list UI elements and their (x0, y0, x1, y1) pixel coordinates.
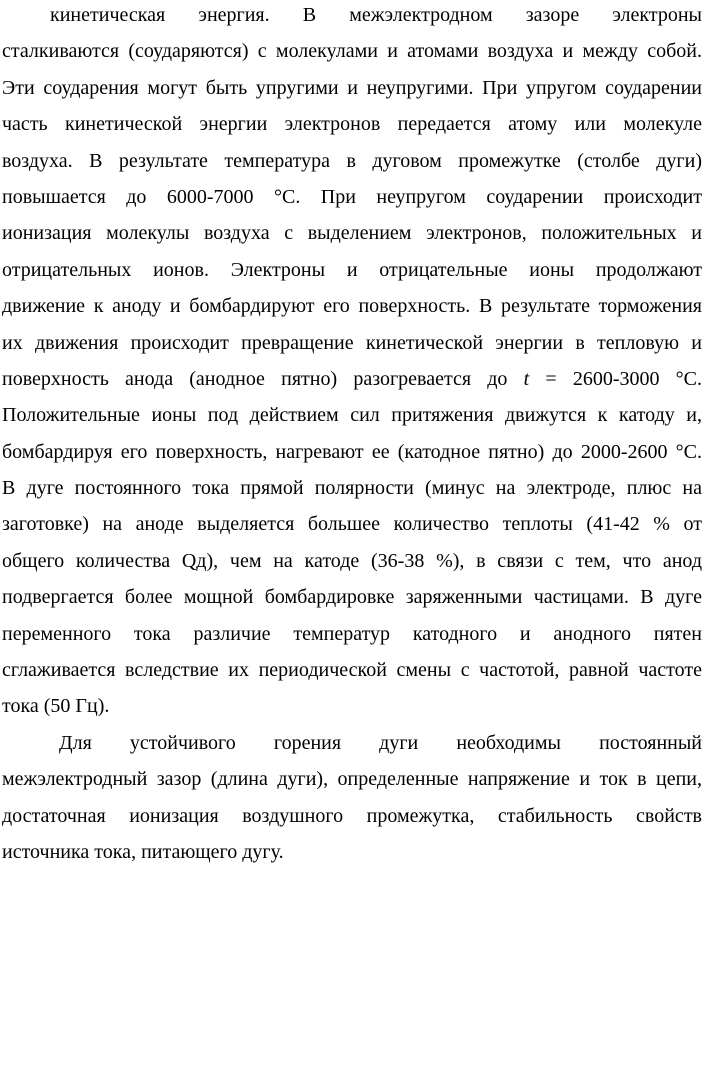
text-line: их движения происходит превращение кинетической энергии в тепловую и (2, 331, 702, 354)
text-segment: поверхность анода (анодное пятно) разогревается до (2, 367, 508, 390)
text-line: повышается до 6000-7000 °С. При неупругом соударении происходит (2, 185, 702, 208)
text-line: достаточная ионизация воздушного промежутка, стабильность свойств (2, 804, 702, 827)
formula-equals: = (545, 367, 557, 390)
text-body (2, 0, 702, 870)
text-line: сталкиваются (соударяются) с молекулами и атомами воздуха и между собой. (2, 40, 702, 63)
text-line: Эти соударения могут быть упругими и неупругими. При упругом соударении (2, 76, 702, 99)
text-line: воздуха. В результате температура в дуговом промежутке (столбе дуги) (2, 149, 702, 172)
text-line: Для устойчивого горения дуги необходимы постоянный (59, 731, 702, 754)
text-line: ионизация молекулы воздуха с выделением электронов, положительных и (2, 222, 702, 245)
text-line: источника тока, питающего дугу. (2, 840, 284, 863)
text-line: межэлектродный зазор (длина дуги), определенные напряжение и ток в цепи, (2, 768, 702, 791)
text-line: Положительные ионы под действием сил притяжения движутся к катоду и, (2, 404, 702, 427)
text-line-with-formula (2, 361, 702, 397)
text-line: общего количества Qд), чем на катоде (36-38 %), в связи с тем, что анод (2, 549, 702, 572)
text-line: сглаживается вследствие их периодической смены с частотой, равной частоте (2, 659, 702, 682)
text-line: бомбардируя его поверхность, нагревают ее (катодное пятно) до 2000-2600 °С. (2, 440, 702, 463)
formula-value: 2600-3000 °С. (572, 367, 703, 390)
formula-variable: t (523, 367, 530, 390)
text-line: заготовке) на аноде выделяется большее количество теплоты (41-42 % от (2, 513, 702, 536)
text-line: В дуге постоянного тока прямой полярности (минус на электроде, плюс на (2, 477, 702, 500)
text-line: подвергается более мощной бомбардировке заряженными частицами. В дуге (2, 586, 702, 609)
text-line: тока (50 Гц). (2, 695, 110, 718)
text-line: движение к аноду и бомбардируют его поверхность. В результате торможения (2, 295, 702, 318)
text-line: отрицательных ионов. Электроны и отрицательные ионы продолжают (2, 258, 702, 281)
text-line: кинетическая энергия. В межэлектродном зазоре электроны (50, 4, 702, 26)
text-line: часть кинетической энергии электронов передается атому или молекуле (2, 113, 702, 136)
text-line: переменного тока различие температур катодного и анодного пятен (2, 622, 702, 645)
